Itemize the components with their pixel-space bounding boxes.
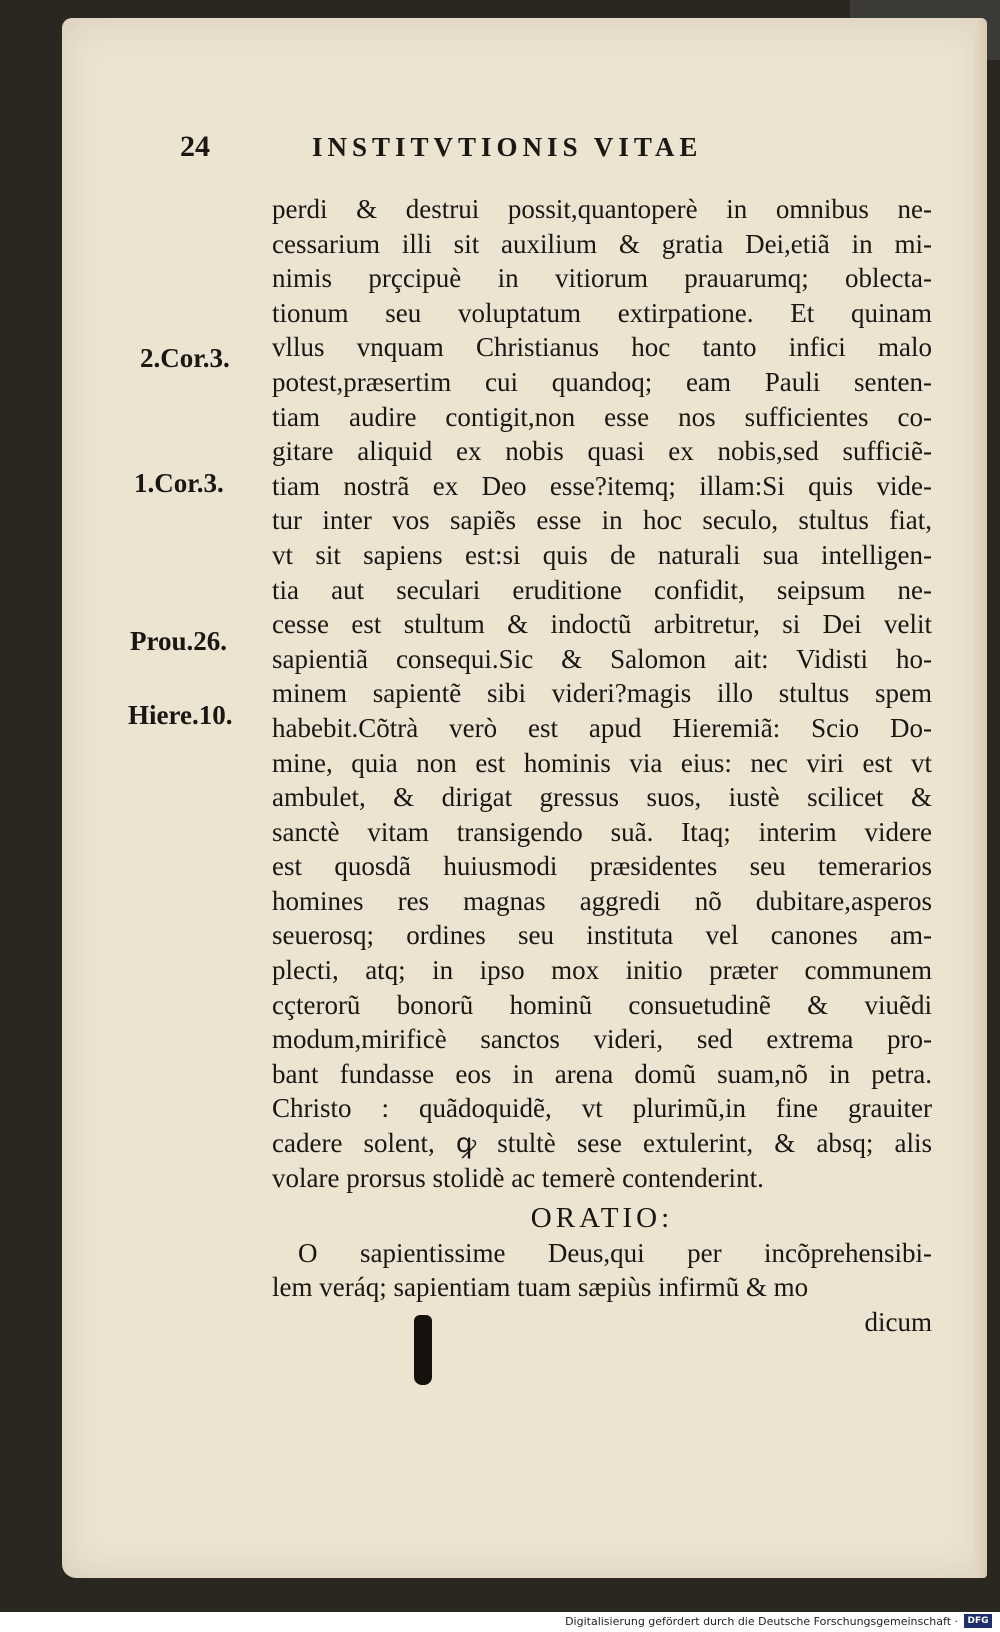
text-line: habebit.Cõtrà verò est apud Hieremiã: Scio Do-	[272, 712, 932, 743]
text-line: cadere solent, ꝙ stultè sese extulerint, & absq; alis	[272, 1128, 932, 1159]
text-line: ambulet, & dirigat gressus suos, iustè scilicet &	[272, 782, 932, 813]
page-header	[180, 130, 880, 174]
text-line: sapientiã consequi.Sic & Salomon ait: Vidisti ho-	[272, 643, 932, 674]
page-number: 24	[180, 130, 210, 163]
text-line: est quosdã huiusmodi præsidentes seu temerarios	[272, 851, 932, 882]
text-line: mine, quia non est hominis via eius: nec viri est vt	[272, 747, 932, 778]
text-line: sanctè vitam transigendo suã. Itaq; interim videre	[272, 816, 932, 847]
text-line: tiam audire contigit,non esse nos sufficientes co-	[272, 401, 932, 432]
text-line: seuerosq; ordines seu instituta vel canones am-	[272, 920, 932, 951]
text-line: tur inter vos sapiẽs esse in hoc seculo, stultus fiat,	[272, 505, 932, 536]
footer-credit: Digitalisierung gefördert durch die Deutsche Forschungsgemeinschaft ·	[565, 1615, 958, 1628]
text-line: homines res magnas aggredi nõ dubitare,asperos	[272, 885, 932, 916]
text-line: vt sit sapiens est:si quis de naturali sua intelligen-	[272, 539, 932, 570]
text-line: bant fundasse eos in arena domũ suam,nõ in petra.	[272, 1058, 932, 1089]
margin-note-2-cor: 2.Cor.3.	[140, 343, 230, 373]
text-line: tionum seu voluptatum extirpatione. Et quinam	[272, 297, 932, 328]
body-text	[272, 192, 932, 1340]
text-line: gitare aliquid ex nobis quasi ex nobis,sed sufficiẽ-	[272, 436, 932, 467]
text-line: modum,mirificè sanctos videri, sed extrema pro-	[272, 1024, 932, 1055]
text-line: perdi & destrui possit,quantoperè in omnibus ne-	[272, 194, 932, 224]
text-line: cessarium illi sit auxilium & gratia Dei,etiã in mi-	[272, 228, 932, 259]
text-line: plecti, atq; in ipso mox initio præter communem	[272, 955, 932, 986]
text-line: Christo : quãdoquidẽ, vt plurimũ,in fine grauiter	[272, 1093, 932, 1124]
text-line: cesse est stultum & indoctũ arbitretur, si Dei velit	[272, 609, 932, 640]
prayer-heading: ORATIO:	[530, 1202, 674, 1235]
text-line: minem sapientẽ sibi videri?magis illo stultus spem	[272, 678, 932, 709]
text-line: volare prorsus stolidè ac temerè contenderint.	[272, 1162, 764, 1193]
margin-note-1-cor: 1.Cor.3.	[134, 468, 224, 498]
text-line: tia aut seculari eruditione confidit, seipsum ne-	[272, 574, 932, 605]
catchword: dicum	[864, 1307, 932, 1337]
page-edge	[973, 18, 987, 1578]
text-line: cçterorũ bonorũ hominũ consuetudinẽ & viuẽdi	[272, 989, 932, 1020]
text-line: nimis prçcipuè in vitiorum prauarumq; oblecta-	[272, 263, 932, 294]
text-line: tiam nostrã ex Deo esse?itemq; illam:Si quis vide-	[272, 470, 932, 501]
running-title: INSTITVTIONIS VITAE	[312, 132, 703, 162]
text-line: vllus vnquam Christianus hoc tanto infici malo	[272, 332, 932, 363]
margin-note-hiere: Hiere.10.	[128, 700, 233, 730]
text-line: potest,præsertim cui quandoq; eam Pauli senten-	[272, 366, 932, 397]
footer-bar	[0, 1612, 1000, 1632]
dfg-logo: DFG	[964, 1614, 992, 1628]
margin-note-prou: Prou.26.	[130, 626, 228, 656]
prayer-line: O sapientissime Deus,qui per incõprehensibi-	[298, 1237, 932, 1268]
prayer-line: lem veráq; sapientiam tuam sæpiùs infirmũ & mo	[272, 1272, 809, 1303]
ink-mark	[414, 1315, 432, 1385]
